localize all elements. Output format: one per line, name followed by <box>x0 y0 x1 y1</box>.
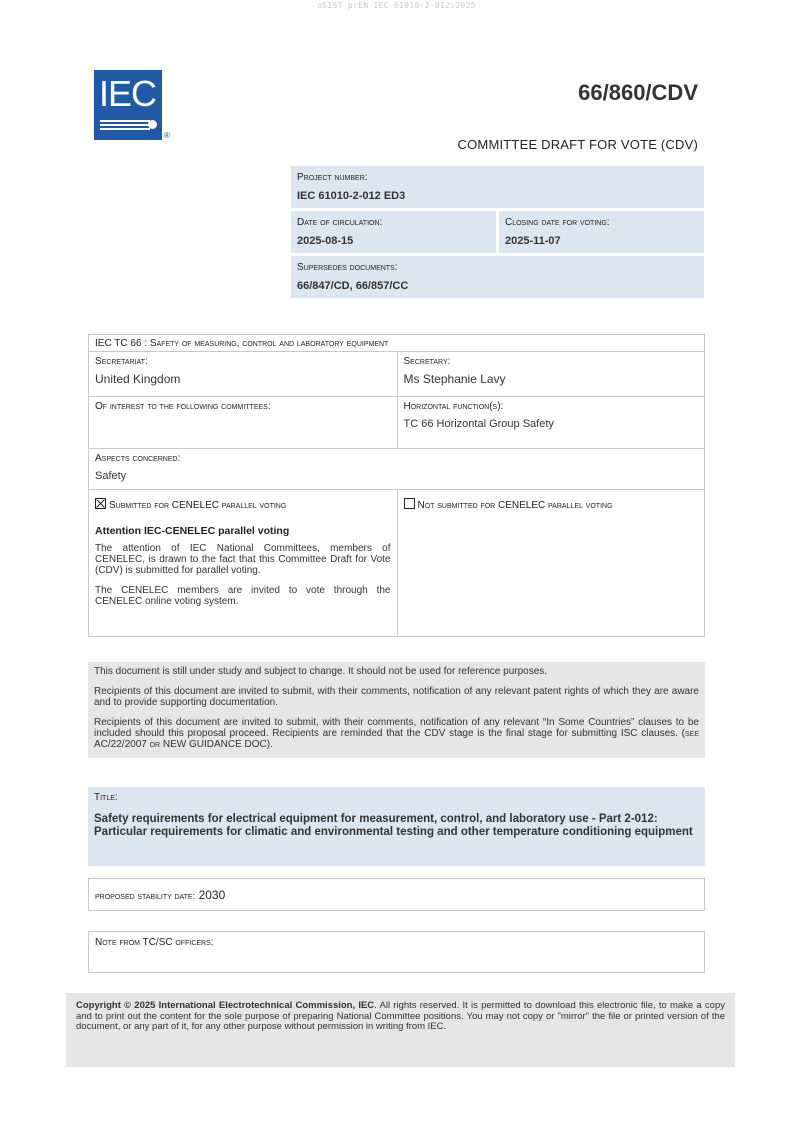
copyright-text: . All rights reserved. It is permitted to download this electronic file, to make a copy and to print out the content for the sole purpose of preparing National Committee positions. You may not copy or "mirror" the file or printed version of the document, or any part of it, for any other purpose without permission in writing from IEC. <box>76 1000 725 1032</box>
watermark: oSIST prEN IEC 61010-2-012:2025 <box>317 1 476 10</box>
notice-paragraph-3-end: ). <box>266 739 273 750</box>
cenelec-not-submitted-cell <box>397 490 705 636</box>
date-circulation-value: 2025-08-15 <box>297 235 354 247</box>
registered-mark: ® <box>164 131 170 140</box>
note-label: Note from TC/SC officers: <box>95 937 214 948</box>
stability-label: proposed stability date: <box>95 891 196 902</box>
checked-checkbox-icon[interactable] <box>95 498 106 509</box>
logo-lines <box>100 120 150 132</box>
note-box <box>88 931 705 973</box>
supersedes-label: Supersedes documents: <box>297 262 398 273</box>
submitted-option <box>95 498 391 511</box>
notice-paragraph-3 <box>94 717 699 750</box>
title-label: Title: <box>94 792 118 803</box>
closing-date-value: 2025-11-07 <box>505 235 561 247</box>
secretary-cell <box>397 352 705 396</box>
cenelec-submitted-cell <box>89 490 397 636</box>
horizontal-label: Horizontal function(s): <box>403 401 504 412</box>
iec-logo <box>94 70 162 140</box>
aspects-value: Safety <box>95 470 127 482</box>
closing-date-label: Closing date for voting: <box>505 217 610 228</box>
notice-paragraph-1: This document is still under study and subject to change. It should not be used for reference purposes. <box>94 666 548 677</box>
project-number-cell <box>291 166 704 208</box>
committee-heading <box>89 335 704 351</box>
interest-label: Of interest to the following committees: <box>95 401 271 412</box>
interest-cell <box>89 397 397 448</box>
attention-paragraph-1: The attention of IEC National Committees, members of CENELEC, is drawn to the fact that this Committee Draft for Vote (CDV) is submitted for parallel voting. <box>95 543 391 576</box>
secretariat-label: Secretariat: <box>95 356 148 367</box>
notice-reference: see AC/22/2007 or NEW GUIDANCE DOC <box>94 728 699 750</box>
title-box <box>88 787 705 866</box>
notice-box <box>88 662 705 758</box>
submitted-label: Submitted for CENELEC parallel voting <box>109 500 287 511</box>
committee-heading-name: Safety of measuring, control and laboratory equipment <box>149 338 389 349</box>
logo-text: IEC <box>99 73 157 114</box>
secretariat-value: United Kingdom <box>95 372 181 386</box>
notice-paragraph-2: Recipients of this document are invited to submit, with their comments, notification of any relevant patent rights of which they are aware and to provide supporting documentation. <box>94 686 699 708</box>
not-submitted-option <box>404 498 699 511</box>
copyright-box <box>66 993 735 1067</box>
unchecked-checkbox-icon[interactable] <box>404 498 415 509</box>
horizontal-value: TC 66 Horizontal Group Safety <box>403 418 554 430</box>
horizontal-cell <box>397 397 705 448</box>
document-type: COMMITTEE DRAFT FOR VOTE (CDV) <box>457 137 698 152</box>
secretary-label: Secretary: <box>403 356 451 367</box>
project-info-panel <box>291 166 704 298</box>
copyright-bold: Copyright © 2025 International Electrotechnical Commission, IEC <box>76 1000 375 1011</box>
attention-heading: Attention IEC-CENELEC parallel voting <box>95 525 290 537</box>
committee-info-table <box>88 334 705 637</box>
aspects-label: Aspects concerned: <box>95 453 181 464</box>
document-number: 66/860/CDV <box>578 80 698 105</box>
date-circulation-cell <box>291 211 496 253</box>
aspects-cell <box>89 449 704 489</box>
closing-date-cell <box>499 211 704 253</box>
secretary-value: Ms Stephanie Lavy <box>403 372 506 386</box>
project-number-value: IEC 61010-2-012 ED3 <box>297 190 406 202</box>
supersedes-value: 66/847/CD, 66/857/CC <box>297 280 409 292</box>
stability-date-box <box>88 878 705 911</box>
notice-paragraph-3-text: Recipients of this document are invited to submit, with their comments, notification of any relevant “In Some Countries” clauses to be included should this proposal proceed. Recipients are reminded that the CDV stage is the final stage for submitting ISC clauses. ( <box>94 717 699 739</box>
supersedes-cell <box>291 256 704 298</box>
attention-paragraph-2: The CENELEC members are invited to vote through the CENELEC online voting system. <box>95 585 391 607</box>
project-number-label: Project number: <box>297 172 368 183</box>
committee-heading-prefix: IEC TC 66 : <box>95 338 150 349</box>
stability-value: 2030 <box>198 888 226 902</box>
not-submitted-label: Not submitted for CENELEC parallel voting <box>417 500 613 511</box>
logo-dot <box>148 120 157 129</box>
secretariat-cell <box>89 352 397 396</box>
date-circulation-label: Date of circulation: <box>297 217 383 228</box>
document-title: Safety requirements for electrical equipment for measurement, control, and laboratory use - Part 2-012: Particular requirements for climatic and environmental testing and other temperature conditioning equipment <box>94 813 693 838</box>
